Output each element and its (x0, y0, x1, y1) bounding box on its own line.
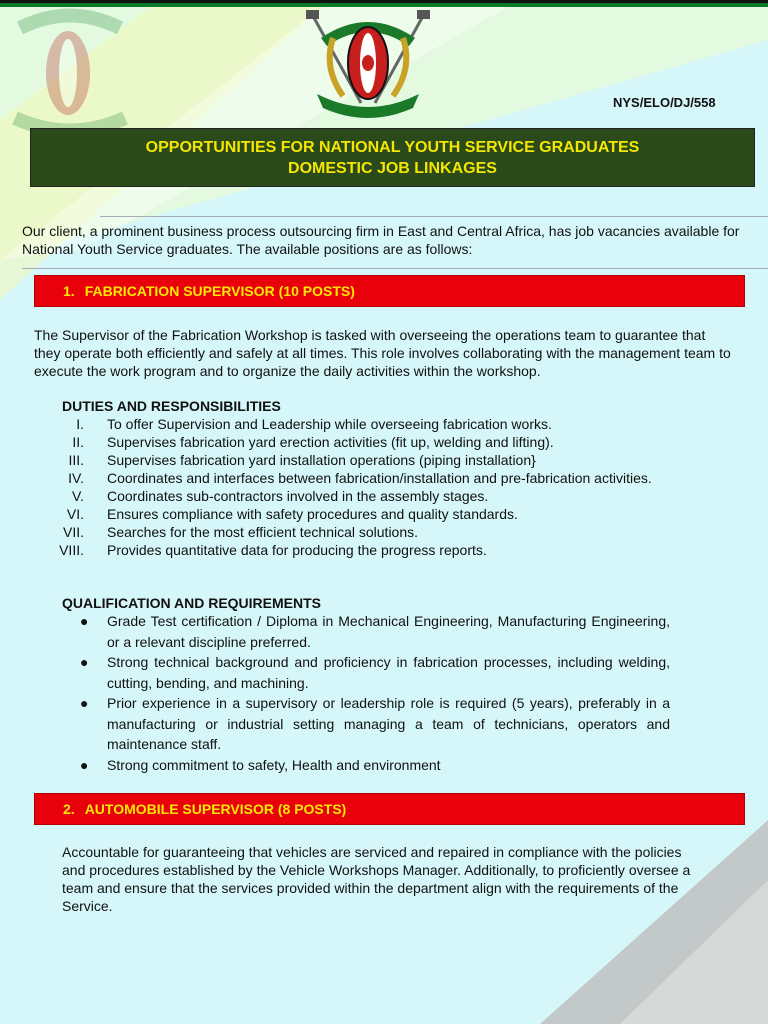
duty-number: II. (72, 434, 84, 450)
list-item (80, 693, 670, 755)
qualification-text: Strong technical background and proficiency in fabrication processes, including welding, cutting, bending, and machining. (107, 654, 670, 691)
page-title-banner (30, 128, 755, 187)
duty-number: III. (68, 452, 84, 468)
duty-text: Ensures compliance with safety procedures and quality standards. (107, 506, 518, 522)
duty-number: V. (72, 488, 84, 504)
list-item (50, 469, 670, 487)
bullet-icon: ● (80, 695, 89, 711)
qualification-text: Prior experience in a supervisory or leadership role is required (5 years), preferably in a manufacturing or industrial setting managing a team of technicians, operators and maintenance staff. (107, 695, 670, 752)
reference-number: NYS/ELO/DJ/558 (613, 95, 716, 110)
duty-number: VIII. (59, 542, 84, 558)
duty-number: VII. (62, 524, 84, 540)
list-item (50, 451, 670, 469)
duty-text: Searches for the most efficient technical solutions. (107, 524, 419, 540)
duties-list (50, 415, 670, 559)
list-item (50, 505, 670, 523)
section-2-title: AUTOMOBILE SUPERVISOR (8 POSTS) (84, 801, 347, 817)
duty-number: IV. (68, 470, 84, 486)
duties-heading: DUTIES AND RESPONSIBILITIES (62, 398, 281, 414)
qualifications-list (80, 611, 670, 775)
duty-text: To offer Supervision and Leadership while overseeing fabrication works. (107, 416, 552, 432)
nys-watermark-icon (0, 8, 140, 143)
qualification-text: Grade Test certification / Diploma in Mechanical Engineering, Manufacturing Engineering, or a relevant discipline preferred. (107, 613, 670, 650)
section-1-header (34, 275, 745, 307)
nys-crest-icon (303, 8, 433, 118)
list-item (50, 523, 670, 541)
bullet-icon: ● (80, 613, 89, 629)
list-item (50, 415, 670, 433)
section-2-header (34, 793, 745, 825)
divider-bottom (22, 268, 768, 269)
list-item (50, 541, 670, 559)
duty-text: Supervises fabrication yard installation operations (piping installation} (107, 452, 536, 468)
bullet-icon: ● (80, 756, 89, 773)
section-2-description: Accountable for guaranteeing that vehicles are serviced and repaired in compliance with the policies and procedures established by the Vehicle Workshops Manager. Additionally, to proficiently oversee a team and ensure that the services provided within the department align with the requirements of the Service. (62, 844, 691, 914)
list-item (80, 611, 670, 652)
duty-number: VI. (66, 506, 84, 522)
title-line-1: OPPORTUNITIES FOR NATIONAL YOUTH SERVICE GRADUATES (145, 138, 640, 156)
list-item (50, 433, 670, 451)
qualifications-heading: QUALIFICATION AND REQUIREMENTS (62, 595, 321, 611)
divider-top (100, 216, 768, 217)
title-line-2: DOMESTIC JOB LINKAGES (288, 159, 497, 177)
list-item (80, 755, 670, 776)
section-1-number: 1. (63, 283, 75, 299)
duty-text: Coordinates sub-contractors involved in the assembly stages. (107, 488, 489, 504)
list-item (80, 652, 670, 693)
duty-number: I. (76, 416, 84, 432)
intro-paragraph: Our client, a prominent business process outsourcing firm in East and Central Africa, has job vacancies available for National Youth Service graduates. The available positions are as follows: (22, 223, 740, 257)
qualification-text: Strong commitment to safety, Health and environment (107, 756, 441, 773)
bullet-icon: ● (80, 654, 89, 670)
list-item (50, 487, 670, 505)
section-1-description: The Supervisor of the Fabrication Workshop is tasked with overseeing the operations team to guarantee that they operate both efficiently and safely at all times. This role involves collaborating with the management team to execute the work program and to organize the daily activities within the workshop. (34, 327, 731, 379)
duty-text: Coordinates and interfaces between fabrication/installation and pre-fabrication activities. (107, 470, 652, 486)
section-1-title: FABRICATION SUPERVISOR (10 POSTS) (84, 283, 355, 299)
section-2-number: 2. (63, 801, 75, 817)
duty-text: Supervises fabrication yard erection activities (fit up, welding and lifting). (107, 434, 554, 450)
duty-text: Provides quantitative data for producing the progress reports. (107, 542, 487, 558)
